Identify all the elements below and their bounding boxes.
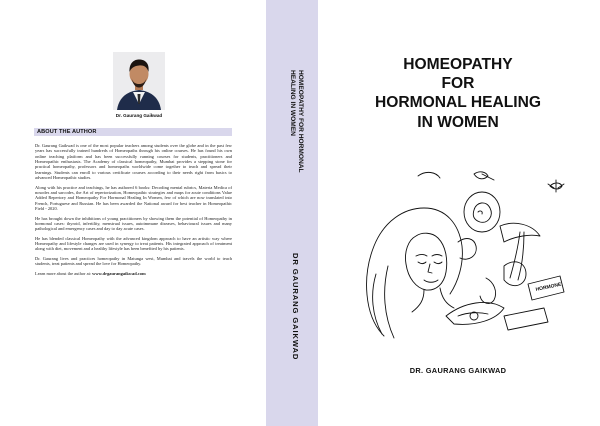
author-biography [35,143,232,280]
woman-hair-outline-icon [367,208,463,336]
bio-paragraph: He has brought down the inhibitions of young practitioners by showing them the potential of Homeopathy in hormonal cases: thyroid, infertility, menstrual issues, autoimmune diseases, behavioural issues and many pathological and emergency cases and day to day acute cases. [35,215,232,232]
learn-more-text: Learn more about the author at: [35,270,93,276]
bio-paragraph: Dr. Gaurang lives and practices homeopathy in Matunga west, Mumbai and travels the world to teach students, treat patients and spread the love for Homeopathy. [35,255,232,267]
front-cover-title [330,55,586,132]
eyebrows-icon [416,255,442,257]
hormone-label: HORMONE [535,281,562,293]
lips-icon [424,280,438,282]
title-line: HOMEOPATHY [403,56,513,73]
oyster-shell-icon [446,302,504,324]
author-photo [113,52,165,110]
title-line: IN WOMEN [417,113,499,131]
front-cover-author: DR. GAURANG GAIKWAD [409,366,507,375]
bee-icon [548,180,564,192]
spine-title [280,70,304,270]
author-photo-caption: Dr. Gaurang Gaikwad [115,113,163,118]
hair-strands-icon [373,266,394,338]
bio-paragraph: He has blended classical Homeopathy with the advanced kingdom approach to have an artistic way where Homeopathy and lifestyle changes are used in synergy to treat patients. His integrated approach of treatment along with diet, movement and a healthy lifestyle has been benefited by his patients. [35,235,232,252]
mushroom-stem-icon [510,232,524,280]
fetus-icon [473,203,491,222]
author-website-link[interactable]: www.drgaurangaikwad.com [92,270,146,276]
hair-swirl-icon [418,172,440,178]
about-the-author-heading: ABOUT THE AUTHOR [37,128,97,135]
author-portrait-icon [113,52,165,110]
title-line: HORMONAL HEALING [374,94,542,112]
leaf-icon [458,239,476,260]
pearl-icon [470,312,478,320]
cover-illustration [354,166,574,346]
spine-title-line: HEALING IN WOMEN [289,70,296,136]
bird-icon [474,172,494,180]
title-line: FOR [441,75,475,93]
spine-author: DR GAURANG GAIKWAD [291,253,300,361]
bio-paragraph: Dr. Gaurang Gaikwad is one of the most popular teachers among students over the globe and in the past few years has successfully trained hundreds of Homeopaths through his online courses. He has found his own online teaching platform and has been successfully running courses for students, practitioners and Homeopathic enthusiasts. The Academy of classical homeopathy, Mumbai provides a stepping stone for practical homeopathy, professors and homeopaths worldwide come together to teach and spread their learnings. Students can enroll to various certificate courses according to their needs right from basics to advanced Homeopathic studies. [35,143,232,181]
learn-more-line [35,271,232,276]
coil-icon [480,278,496,303]
gland-icon [504,262,526,286]
nose-icon [428,264,432,273]
bio-paragraph: Along with his practice and teachings, he has authored 6 books: Decoding mental rubrics, Materia Medica of nosodes and sarcodes, the Art of repertorization, Homeopathic strategies and maps for acute conditions Value Added Repertory and Homeopathy For Hormonal Healing In Women, few of which are now translated into French, Portuguese and Russian. He has been awarded the National award for best teacher in Homeopathic Field - 2020. [35,184,232,211]
closed-eyes-icon [418,262,442,264]
spine-title-line: HOMEOPATHY FOR HORMONAL [297,70,304,173]
neck-icon [412,288,454,312]
pill-box-icon [504,308,548,330]
about-the-author-heading-bar [34,128,232,136]
